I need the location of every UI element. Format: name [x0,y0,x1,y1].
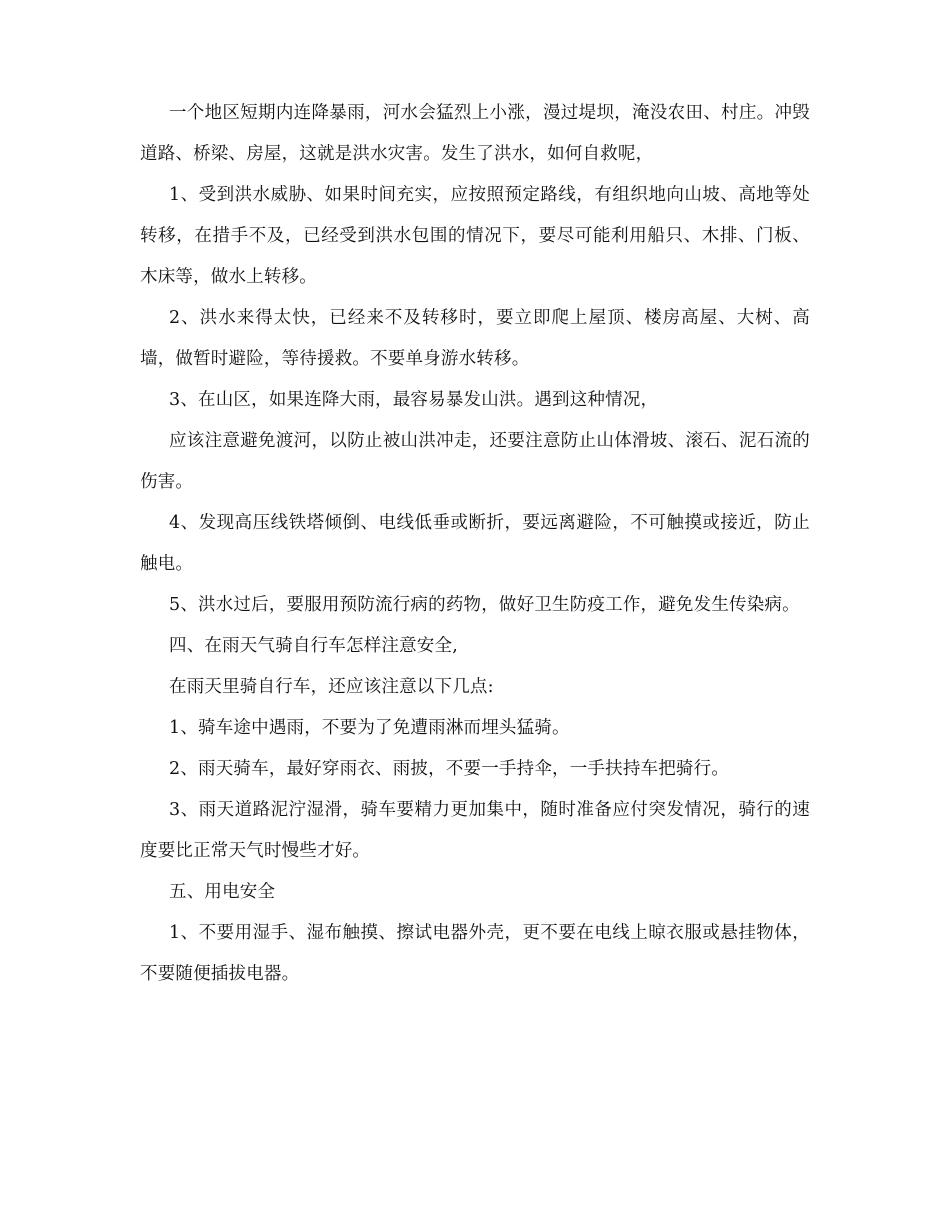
paragraph-cycling-tip-3: 3、雨天道路泥泞湿滑，骑车要精力更加集中，随时准备应付突发情况，骑行的速度要比正常天气时慢些才好。 [140,800,810,861]
paragraph-flood-tip-1: 1、受到洪水威胁、如果时间充实，应按照预定路线，有组织地向山坡、高地等处转移，在措手不及，已经受到洪水包围的情况下，要尽可能利用船只、木排、门板、木床等，做水上转移。 [140,185,810,287]
paragraph-cycling-intro: 在雨天里骑自行车，还应该注意以下几点: [169,677,494,697]
document-body [140,93,810,995]
paragraph-flood-tip-5: 5、洪水过后，要服用预防流行病的药物，做好卫生防疫工作，避免发生传染病。 [169,595,800,615]
paragraph-flood-tip-3: 3、在山区，如果连降大雨，最容易暴发山洪。遇到这种情况， [169,390,659,410]
paragraph-cycling-tip-2: 2、雨天骑车，最好穿雨衣、雨披，不要一手持伞，一手扶持车把骑行。 [169,759,730,779]
paragraph-flood-tip-4: 4、发现高压线铁塔倾倒、电线低垂或断折，要远离避险，不可触摸或接近，防止触电。 [140,513,810,574]
section-heading-electricity: 五、用电安全 [169,882,276,902]
paragraph-flood-tip-3-cont: 应该注意避免渡河，以防止被山洪冲走，还要注意防止山体滑坡、滚石、泥石流的伤害。 [140,431,810,492]
paragraph-flood-intro: 一个地区短期内连降暴雨，河水会猛烈上小涨，漫过堤坝，淹没农田、村庄。冲毁道路、桥梁、房屋，这就是洪水灾害。发生了洪水，如何自救呢， [140,103,810,164]
section-heading-cycling: 四、在雨天气骑自行车怎样注意安全, [169,636,458,656]
paragraph-cycling-tip-1: 1、骑车途中遇雨，不要为了免遭雨淋而埋头猛骑。 [169,718,570,738]
paragraph-electricity-tip-1: 1、不要用湿手、湿布触摸、擦试电器外壳，更不要在电线上晾衣服或悬挂物体，不要随便插拔电器。 [140,923,810,984]
paragraph-flood-tip-2: 2、洪水来得太快，已经来不及转移时，要立即爬上屋顶、楼房高屋、大树、高墙，做暂时避险，等待援救。不要单身游水转移。 [140,308,810,369]
